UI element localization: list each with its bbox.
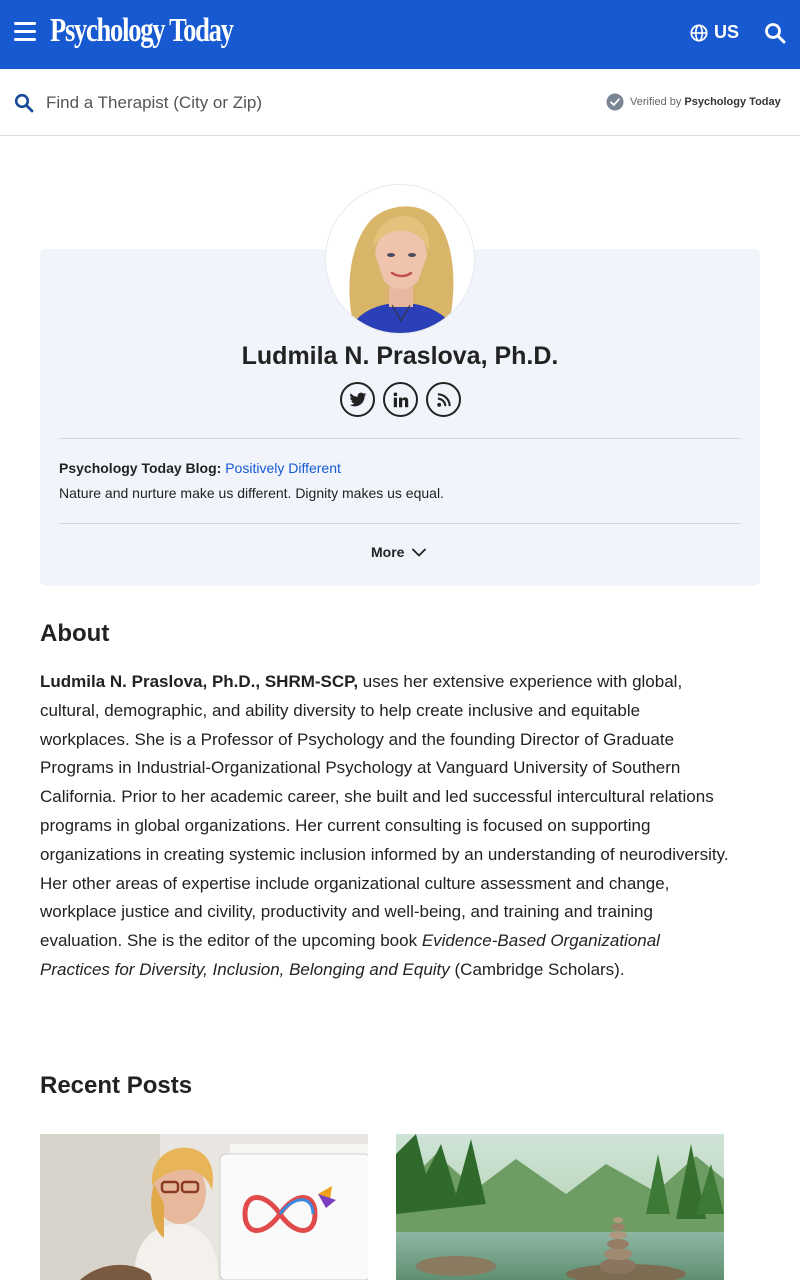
avatar <box>325 184 475 334</box>
about-body: uses her extensive experience with global, cultural, demographic, and ability diversity to help create inclusive and equitable workplaces. She is a Professor of Psychology and the founding Director of Graduate Programs in Industrial-Organizational Psychology at Vanguard University of Southern California. Prior to her academic career, she built and led successful intercultural relations programs in global organizations. Her current consulting is focused on supporting organizations in creating systemic inclusion informed by an understanding of neurodiversity. Her other areas of expertise include organizational culture assessment and change, workplace justice and civility, productivity and well-being, and training and training evaluation. She is the editor of the upcoming book <box>40 672 729 951</box>
profile-name: Ludmila N. Praslova, Ph.D. <box>241 342 559 370</box>
search-icon[interactable] <box>764 22 788 46</box>
rss-icon[interactable] <box>426 382 461 417</box>
blog-label: Psychology Today Blog: <box>59 460 222 476</box>
recent-posts-heading: Recent Posts <box>40 1072 193 1099</box>
about-tail: (Cambridge Scholars). <box>449 959 625 979</box>
blog-tagline: Nature and nurture make us different. Dignity makes us equal. <box>59 485 444 501</box>
divider <box>59 523 741 524</box>
more-button[interactable] <box>371 544 426 560</box>
region-selector[interactable] <box>690 22 739 43</box>
search-icon[interactable] <box>14 93 34 113</box>
social-links <box>340 382 461 417</box>
region-label: US <box>714 22 740 42</box>
verified-check-icon <box>606 93 624 111</box>
linkedin-icon[interactable] <box>383 382 418 417</box>
therapist-search-bar <box>0 69 800 136</box>
blog-info <box>59 460 341 476</box>
verified-brand: Psychology Today <box>684 96 781 108</box>
about-lead: Ludmila N. Praslova, Ph.D., SHRM-SCP, <box>40 672 359 691</box>
blog-link[interactable]: Positively Different <box>225 460 341 476</box>
chevron-down-icon <box>412 548 426 557</box>
top-navigation-bar <box>0 0 800 69</box>
verified-badge <box>606 93 781 111</box>
menu-icon[interactable] <box>14 22 38 44</box>
site-logo[interactable]: Psychology Today <box>50 12 233 49</box>
about-text <box>40 668 730 985</box>
more-label: More <box>371 544 405 560</box>
about-heading: About <box>40 620 110 647</box>
therapist-search-input[interactable] <box>46 89 526 117</box>
globe-icon <box>690 24 708 42</box>
recent-post-image[interactable] <box>396 1134 724 1280</box>
divider <box>59 438 741 439</box>
verified-prefix: Verified by <box>630 96 682 108</box>
recent-post-image[interactable] <box>40 1134 368 1280</box>
twitter-icon[interactable] <box>340 382 375 417</box>
book-title: Evidence-Based Organizational Practices for Diversity, Inclusion, Belonging and Equity <box>40 931 660 979</box>
